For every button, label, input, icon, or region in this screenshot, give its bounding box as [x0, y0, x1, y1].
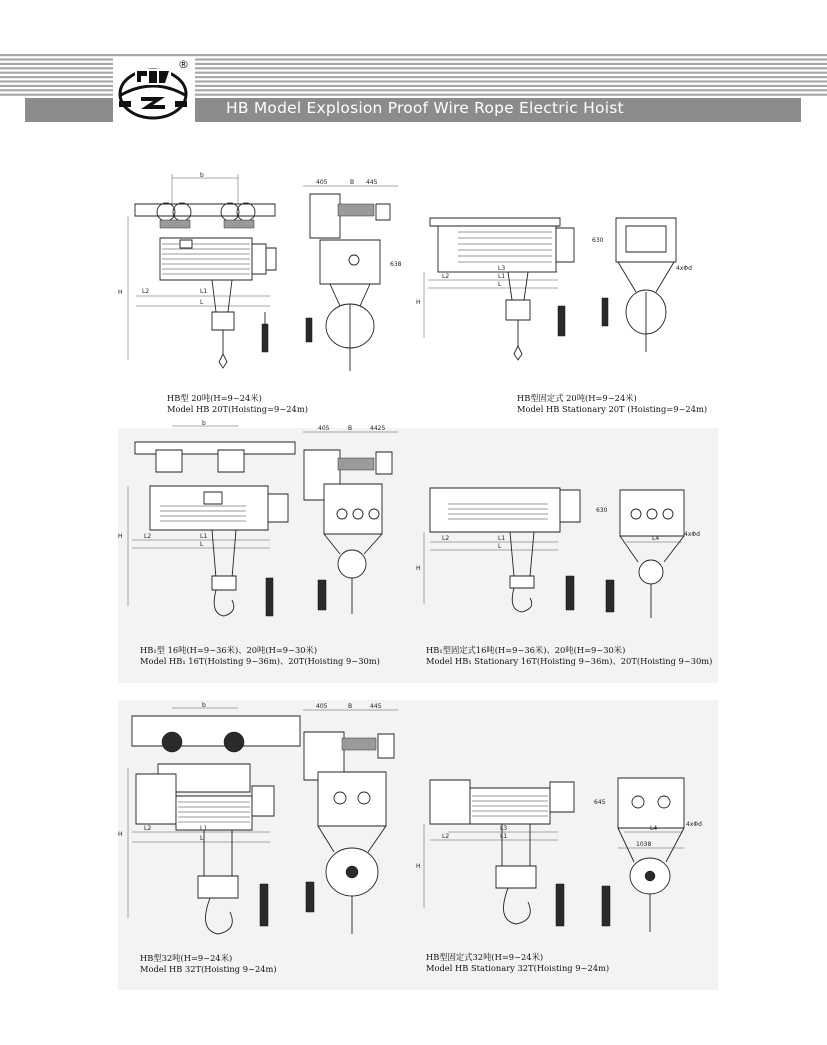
- dim-h-label: H: [118, 289, 123, 296]
- dim-l-label: L: [200, 541, 204, 548]
- dim-l1-label: L1: [200, 533, 208, 540]
- dim-b-label: b: [202, 702, 206, 709]
- dim-l1-label: L1: [498, 273, 506, 280]
- registered-mark: ®: [178, 58, 189, 71]
- drawing-hb-stationary-32t-side: [594, 772, 704, 942]
- dim-405-label: 405: [316, 179, 328, 186]
- drawing-hb1-stationary-side: [596, 484, 706, 634]
- drawing-hb-stationary-20t-front: [418, 210, 598, 380]
- caption-cn: HB₁型 16吨(H=9~36米)、20吨(H=9~30米): [140, 645, 318, 655]
- dim-h-label: H: [416, 863, 421, 870]
- dim-l4-label: L4: [652, 535, 660, 542]
- dim-4425-label: 4425: [370, 425, 386, 432]
- page-title: HB Model Explosion Proof Wire Rope Electric Hoist: [226, 99, 624, 117]
- dim-l-label: L: [498, 543, 502, 550]
- caption-cn: HB型 20吨(H=9~24米): [167, 393, 262, 403]
- figure-caption: [426, 952, 609, 973]
- dim-l3-label: L3: [498, 265, 506, 272]
- caption-cn: HB型固定式32吨(H=9~24米): [426, 952, 544, 962]
- drawing-hb-20t-side: [298, 176, 408, 376]
- dim-h-label: H: [118, 831, 123, 838]
- dim-l1-label: L1: [200, 825, 208, 832]
- dim-phi-label: 4xΦd: [684, 531, 700, 538]
- figure-caption: [426, 645, 712, 666]
- caption-en: Model HB Stationary 20T (Hoisting=9~24m): [517, 403, 708, 414]
- caption-en: Model HB 20T(Hoisting=9~24m): [167, 403, 308, 414]
- drawing-hb-32t-front: [120, 700, 300, 945]
- dim-l2-label: L2: [442, 833, 450, 840]
- dim-405-label: 405: [316, 703, 328, 710]
- dim-b-side-label: B: [348, 703, 353, 710]
- figure-caption: [167, 393, 308, 414]
- dim-l-label: L: [498, 281, 502, 288]
- dim-l2-label: L2: [144, 533, 152, 540]
- dim-445-label: 445: [366, 179, 378, 186]
- figure-caption: [140, 645, 380, 666]
- drawing-hb1-16t-front: [120, 420, 300, 630]
- figure-caption: [517, 393, 707, 414]
- dim-l-label: L: [200, 835, 204, 842]
- dim-l4-label: L4: [650, 825, 658, 832]
- caption-cn: HB₁型固定式16吨(H=9~36米)、20吨(H=9~30米): [426, 645, 626, 655]
- dim-630-label: 630: [592, 237, 604, 244]
- figure-caption: [140, 953, 277, 974]
- dim-405-label: 405: [318, 425, 330, 432]
- drawing-hb1-16t-side: [298, 424, 408, 624]
- dim-b-side-label: B: [348, 425, 353, 432]
- dim-l1-label: L1: [500, 833, 508, 840]
- dim-phi-label: 4xΦd: [676, 265, 692, 272]
- dim-630-label: 630: [596, 507, 608, 514]
- dim-445-label: 445: [370, 703, 382, 710]
- dim-phi-label: 4xΦd: [686, 821, 702, 828]
- drawing-hb-20t-front: [120, 172, 300, 372]
- drawing-hb-32t-side: [298, 702, 408, 942]
- drawing-hb-stationary-20t-side: [592, 212, 706, 372]
- caption-en: Model HB 32T(Hoisting 9~24m): [140, 963, 277, 974]
- dim-l3-label: L3: [500, 825, 508, 832]
- dim-l2-label: L2: [144, 825, 152, 832]
- dim-l2-label: L2: [442, 535, 450, 542]
- dim-645-label: 645: [594, 799, 606, 806]
- dim-h-label: H: [416, 565, 421, 572]
- caption-en: Model HB₁ 16T(Hoisting 9~36m)、20T(Hoisting 9~30m): [140, 655, 380, 666]
- dim-638-label: 638: [390, 261, 402, 268]
- dim-b-label: b: [202, 420, 206, 427]
- dim-1038-label: 1038: [636, 841, 652, 848]
- dim-l-label: L: [200, 299, 204, 306]
- caption-en: Model HB₁ Stationary 16T(Hoisting 9~36m)、20T(Hoisting 9~30m): [426, 655, 713, 666]
- caption-cn: HB型固定式 20吨(H=9~24米): [517, 393, 637, 403]
- caption-cn: HB型32吨(H=9~24米): [140, 953, 233, 963]
- dim-b-side-label: B: [350, 179, 355, 186]
- dim-b-label: b: [200, 172, 204, 179]
- caption-en: Model HB Stationary 32T(Hoisting 9~24m): [426, 962, 610, 973]
- drawing-hb1-stationary-front: [418, 480, 598, 630]
- drawing-hb-stationary-32t-front: [418, 772, 598, 942]
- dim-l2-label: L2: [442, 273, 450, 280]
- dim-h-label: H: [118, 533, 123, 540]
- dim-l1-label: L1: [200, 288, 208, 295]
- dim-l2-label: L2: [142, 288, 150, 295]
- dim-l1-label: L1: [498, 535, 506, 542]
- dim-h-label: H: [416, 299, 421, 306]
